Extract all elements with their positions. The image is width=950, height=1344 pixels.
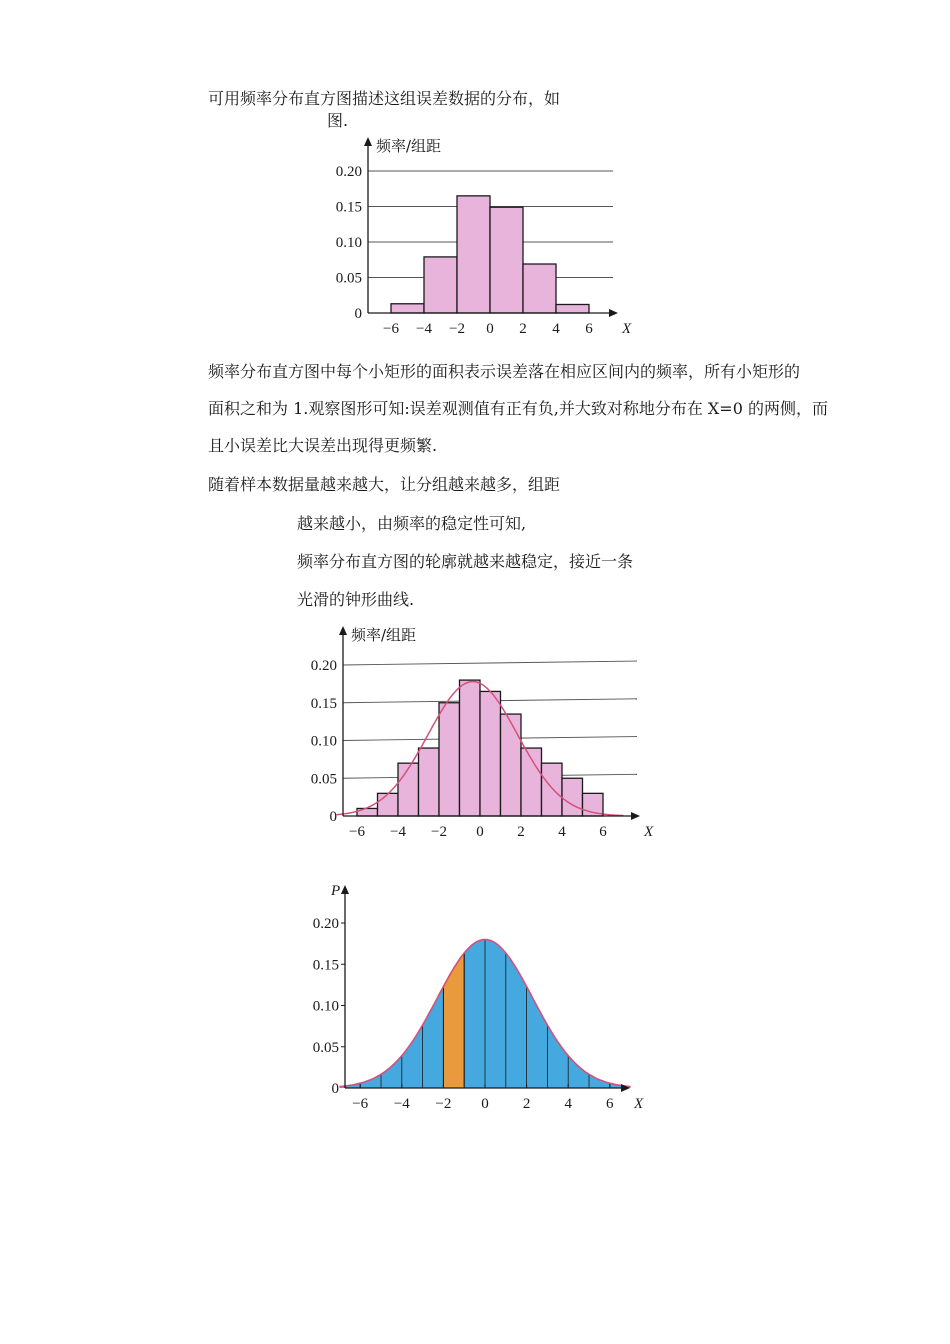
histogram-bar xyxy=(378,793,399,816)
x-tick-label: −4 xyxy=(390,824,406,840)
x-axis-label: X xyxy=(634,1096,644,1112)
y-tick-label: 0.10 xyxy=(312,998,339,1015)
paragraph-stability-line3: 光滑的钟形曲线. xyxy=(297,590,415,609)
paragraph-intro: 可用频率分布直方图描述这组误差数据的分布，如 xyxy=(208,89,561,108)
paragraph-intro-end: 图. xyxy=(327,111,349,130)
histogram-bar xyxy=(501,714,522,816)
histogram-bar xyxy=(424,257,457,313)
y-tick-label: 0 xyxy=(329,809,337,825)
y-tick-label: 0.05 xyxy=(310,771,337,788)
histogram-bar xyxy=(562,778,583,816)
paragraph-histogram-line3: 且小误差比大误差出现得更频繁. xyxy=(208,436,438,455)
y-tick-label: 0 xyxy=(331,1081,339,1097)
y-tick-label: 0.05 xyxy=(335,270,362,287)
x-axis-arrow xyxy=(631,812,640,820)
y-axis-title: 频率/组距 xyxy=(376,137,442,155)
y-axis-title: 频率/组距 xyxy=(351,626,417,644)
y-tick-label: 0.15 xyxy=(335,199,362,216)
paragraph-stability-line1: 越来越小，由频率的稳定性可知, xyxy=(297,514,527,533)
x-tick-label: 0 xyxy=(481,1096,489,1112)
x-tick-label: 6 xyxy=(606,1096,614,1112)
histogram-bar xyxy=(357,808,378,816)
grid-line xyxy=(343,661,637,665)
histogram-bar xyxy=(439,703,460,816)
x-tick-label: 6 xyxy=(585,321,593,337)
x-tick-label: 4 xyxy=(558,824,566,840)
paragraph-histogram-line2: 面积之和为 1.观察图形可知:误差观测值有正有负,并大致对称地分布在 X=0 的两侧，而 xyxy=(208,399,828,418)
y-axis-arrow xyxy=(364,137,372,146)
y-tick-label: 0.20 xyxy=(312,916,339,932)
x-axis-arrow xyxy=(609,309,618,317)
histogram-bar xyxy=(556,304,589,313)
x-tick-label: −2 xyxy=(431,824,447,840)
x-tick-label: 0 xyxy=(476,824,484,840)
y-tick-label: 0.10 xyxy=(335,235,362,251)
y-axis-arrow xyxy=(341,885,349,894)
x-tick-label: −2 xyxy=(449,321,465,337)
x-tick-label: 2 xyxy=(519,321,527,337)
y-tick-label: 0.15 xyxy=(310,695,337,712)
histogram-chart-2 xyxy=(0,620,950,850)
y-axis-label: P xyxy=(331,883,341,899)
x-axis-arrow xyxy=(621,1084,630,1092)
histogram-bar xyxy=(460,680,481,816)
x-tick-label: −4 xyxy=(416,321,432,337)
y-tick-label: 0.10 xyxy=(310,733,337,750)
histogram-bar xyxy=(480,691,501,816)
histogram-bar xyxy=(419,748,440,816)
histogram-bar xyxy=(490,207,523,313)
y-tick-label: 0.20 xyxy=(335,164,362,180)
highlight-strip xyxy=(443,953,464,1088)
x-tick-label: 0 xyxy=(486,321,494,337)
density-chart xyxy=(0,870,950,1120)
y-tick-label: 0.05 xyxy=(312,1039,339,1056)
x-tick-label: 2 xyxy=(522,1096,531,1112)
y-tick-label: 0 xyxy=(354,306,362,322)
y-axis-arrow xyxy=(339,626,347,635)
y-tick-label: 0.20 xyxy=(310,658,337,674)
histogram-bar xyxy=(457,196,490,313)
paragraph-stability-line2: 频率分布直方图的轮廓就越来越稳定，接近一条 xyxy=(297,552,634,571)
x-tick-label: 6 xyxy=(599,824,607,840)
histogram-bar xyxy=(391,304,424,313)
x-tick-label: 4 xyxy=(564,1096,572,1112)
histogram-bar xyxy=(523,264,556,313)
paragraph-histogram-line1: 频率分布直方图中每个小矩形的面积表示误差落在相应区间内的频率，所有小矩形的 xyxy=(208,362,801,381)
histogram-chart-1 xyxy=(0,130,950,360)
histogram-bar xyxy=(398,763,419,816)
x-tick-label: 4 xyxy=(552,321,560,337)
x-axis-label: X xyxy=(622,321,632,337)
x-tick-label: −6 xyxy=(383,321,399,337)
histogram-bar xyxy=(542,763,563,816)
x-tick-label: 2 xyxy=(517,824,525,840)
x-tick-label: −6 xyxy=(349,824,365,840)
y-tick-label: 0.15 xyxy=(312,957,339,974)
x-tick-label: −2 xyxy=(435,1096,452,1112)
x-tick-label: −6 xyxy=(352,1096,369,1112)
x-tick-label: −4 xyxy=(393,1096,410,1112)
paragraph-sample-size: 随着样本数据量越来越大，让分组越来越多，组距 xyxy=(208,475,561,494)
x-axis-label: X xyxy=(644,824,654,840)
